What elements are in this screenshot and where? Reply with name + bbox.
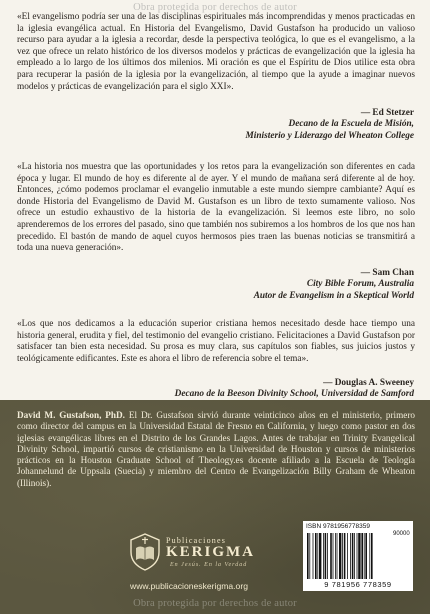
- isbn-label: ISBN 9781956778359: [306, 523, 370, 530]
- publisher-website: www.publicacioneskerigma.org: [130, 581, 248, 591]
- publisher-prefix: Publicaciones: [166, 536, 227, 545]
- endorsement-attribution-1: [114, 108, 414, 142]
- author-bio: [17, 410, 415, 489]
- publisher-tagline: En Jesús. En la Verdad: [170, 562, 248, 568]
- barcode-digits: 9 781956 778359: [324, 580, 392, 589]
- author-name: David M. Gustafson, PhD.: [17, 410, 125, 420]
- endorser-role-2a: City Bible Forum, Australia: [306, 279, 414, 290]
- price-code: 90000: [393, 531, 410, 537]
- endorsement-quote-2: «La historia nos muestra que las oportunidades y los retos para la evangelización son diferentes en cada época y lugar. El mundo de hoy es diferente al de ayer. Y el mundo de mañana será diferente al de hoy. Entonces, ¿cómo podemos proclamar el evangelio inmutable a este mundo siempre cambiante? Aquí es donde Historia del Evangelismo de David M. Gustafson es un libro de texto sumamente valioso. Nos ofrece un estudio exhaustivo de la historia de la evangelización. Si leemos este libro, no solo aprenderemos de los errores del pasado, sino que también nos subiremos a los hombros de los que nos han precedido. El bastón de mando de aquel cuyos hermosos pies traen las buenas noticias se transmitirá a toda una nueva generación».: [17, 162, 415, 254]
- endorsement-quote-1: «El evangelismo podría ser una de las disciplinas espirituales más incomprendidas y menos practicadas en la iglesia evangélica actual. En Historia del Evangelismo, David Gustafson ha producido un valioso recurso para ayudar a la iglesia a recordar, desde la perspectiva teológica, lo que es el evangelismo, a la vez que ofrece un relato histórico de los diversos modelos y prácticas de evangelización que la iglesia ha empleado a lo largo de los últimos dos milenios. Mi oración es que el Espíritu de Dios utilice esta obra para recuperar la pasión de la iglesia por la evangelización, al tiempo que la ayude a imaginar nuevos modelos y prácticas de evangelización para el siglo XXI».: [17, 12, 415, 92]
- endorser-role-1a: Decano de la Escuela de Misión,: [288, 119, 414, 130]
- endorsement-quote-3: «Los que nos dedicamos a la educación superior cristiana hemos necesitado desde hace tiempo una historia general, erudita y fiel, del testimonio del evangelio cristiano. Felicitaciones a David Gustafson por satisfacer tan bien esta necesidad. Su prosa es muy clara, sus capítulos son fiables, sus juicios justos y teológicamente edificantes. Este es ahora el libro de referencia sobre el tema».: [17, 319, 415, 364]
- publisher-brand: KERIGMA: [166, 544, 255, 560]
- bible-emblem-icon: [128, 532, 162, 572]
- endorser-name-2: — Sam Chan: [360, 268, 414, 278]
- endorser-role-2b: Autor de Evangelism in a Skeptical World: [253, 290, 414, 301]
- publisher-logo: [118, 528, 278, 588]
- watermark-bottom: Obra protegida por derechos de autor: [133, 598, 297, 609]
- endorser-name-1: — Ed Stetzer: [360, 108, 414, 118]
- endorser-name-3: — Douglas A. Sweeney: [323, 378, 414, 388]
- watermark-top: Obra protegida por derechos de autor: [133, 2, 297, 13]
- endorsement-attribution-3: [114, 378, 414, 401]
- endorser-role-1b: Ministerio y Liderazgo del Wheaton College: [245, 130, 414, 141]
- endorsement-attribution-2: [114, 268, 414, 302]
- author-bio-text: El Dr. Gustafson sirvió durante veinticinco años en el ministerio, primero como director del campus en la Universidad Estatal de Fresno en California, y luego como pastor en dos iglesias evangélicas libres en el Distrito de los Grandes Lagos. Antes de trabajar en Trinity Evangelical Divinity School, impartió cursos de cristianismo en la Universidad de Houston y cursos de ministerios prácticos en la Houston Graduate School of Theology.es docente afiliado a la Escuela de Teología Johannelund de Uppsala (Suecia) y miembro del Centro de Evangelización Billy Graham de Wheaton (Illinois).: [17, 410, 415, 488]
- barcode-bars: [307, 533, 391, 579]
- isbn-barcode: [303, 521, 413, 591]
- endorser-role-3a: Decano de la Beeson Divinity School, Universidad de Samford: [174, 389, 414, 400]
